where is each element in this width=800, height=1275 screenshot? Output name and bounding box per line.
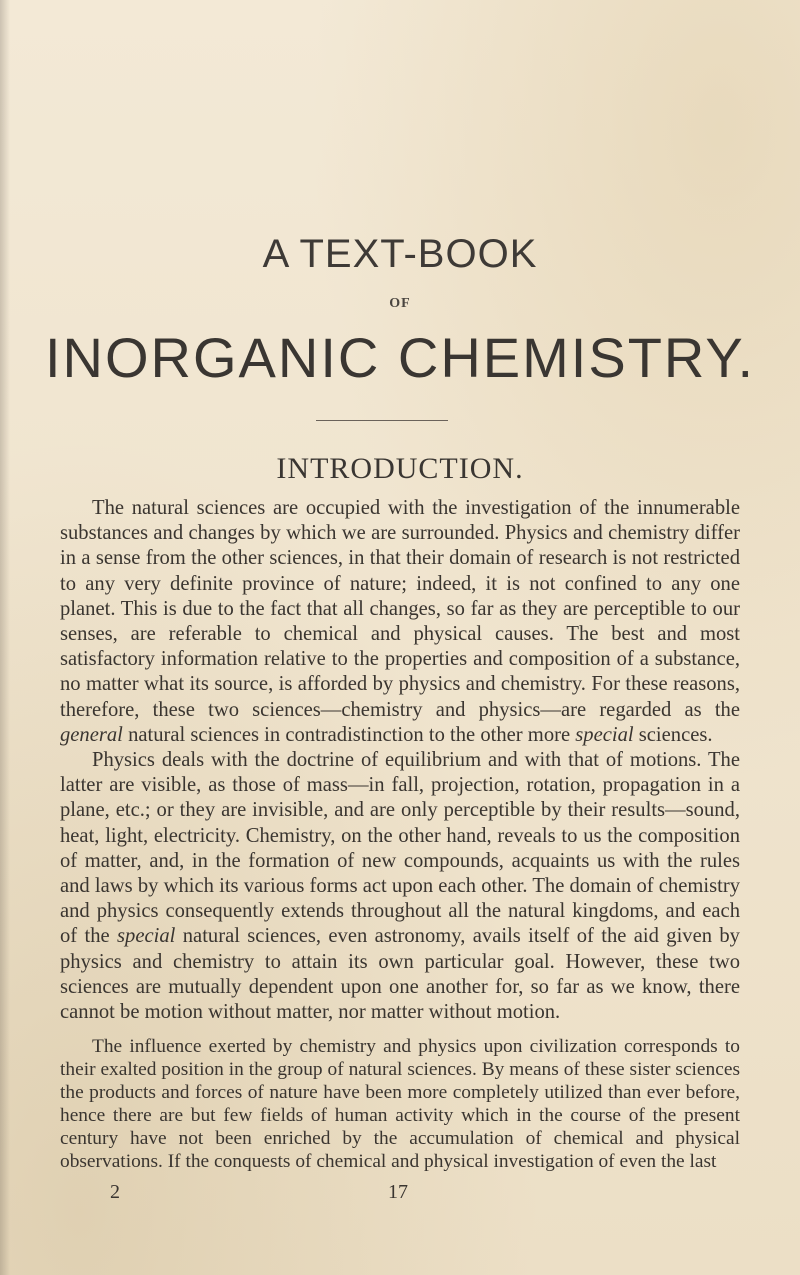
paragraph-3-text-a: The influence exerted by chemistry and physics upon civilization corresponds to their exalted position in the group of natural sciences. By means of these sister sciences the products and forces of nature have been more completely utilized than ever before, hence there are but few fields of human activity which in the course of the present century have not been enriched by the accumulation of chemical and physical observations. If the conquests of chemical and physical investigation of even the last (60, 1036, 740, 1173)
title-connector: OF (389, 296, 411, 311)
paragraph-2 (60, 748, 740, 1025)
title-divider (316, 420, 448, 421)
subject-title: INORGANIC CHEMISTRY. (44, 326, 756, 389)
section-heading: INTRODUCTION. (276, 452, 524, 485)
paragraph-3 (60, 1035, 740, 1173)
page-number: 17 (388, 1181, 408, 1203)
book-title: A TEXT-BOOK (262, 232, 538, 276)
paragraph-2-text-a: Physics deals with the doctrine of equilibrium and with that of motions. The latter are visible, as those of mass—in fall, projection, rotation, propagation in a plane, etc.; or they are invisible, and are only perceptible by their results—sound, heat, light, electricity. Chemistry, on the other hand, reveals to us the composition of matter, and, in the formation of new compounds, acquaints us with the rules and laws by which its various forms act upon each other. The domain of chemistry and physics consequently extends throughout all the natural kingdoms, and each of the (60, 749, 740, 948)
signature-mark: 2 (110, 1181, 120, 1203)
paragraph-1-text-c: sciences. (633, 723, 713, 746)
paragraph-1-emphasis-general: general (60, 723, 123, 746)
paragraph-1-emphasis-special: special (575, 723, 634, 746)
paragraph-1-text-b: natural sciences in contradistinction to the other more (122, 723, 576, 746)
paragraph-1-text-a: The natural sciences are occupied with the investigation of the innumerable substances and changes by which we are surrounded. Physics and chemistry differ in a sense from the other sciences, in that their domain of research is not restricted to any very definite province of nature; indeed, it is not confined to any one planet. This is due to the fact that all changes, so far as they are perceptible to our senses, are referable to chemical and physical causes. The best and most satisfactory information relative to the properties and composition of a substance, no matter what its source, is afforded by physics and chemistry. For these reasons, therefore, these two sciences—chemistry and physics—are regarded as the (60, 497, 740, 721)
paragraph-2-emphasis-special: special (117, 925, 176, 948)
body-text (60, 496, 740, 1173)
page-edge-shadow (0, 0, 10, 1275)
paragraph-2-text-b: natural sciences, even astronomy, avails itself of the aid given by physics and chemistry to attain its own particular goal. However, these two sciences are mutually dependent upon one another for, so far as we know, there cannot be motion without matter, nor matter without motion. (60, 925, 740, 1024)
paragraph-1 (60, 496, 740, 748)
